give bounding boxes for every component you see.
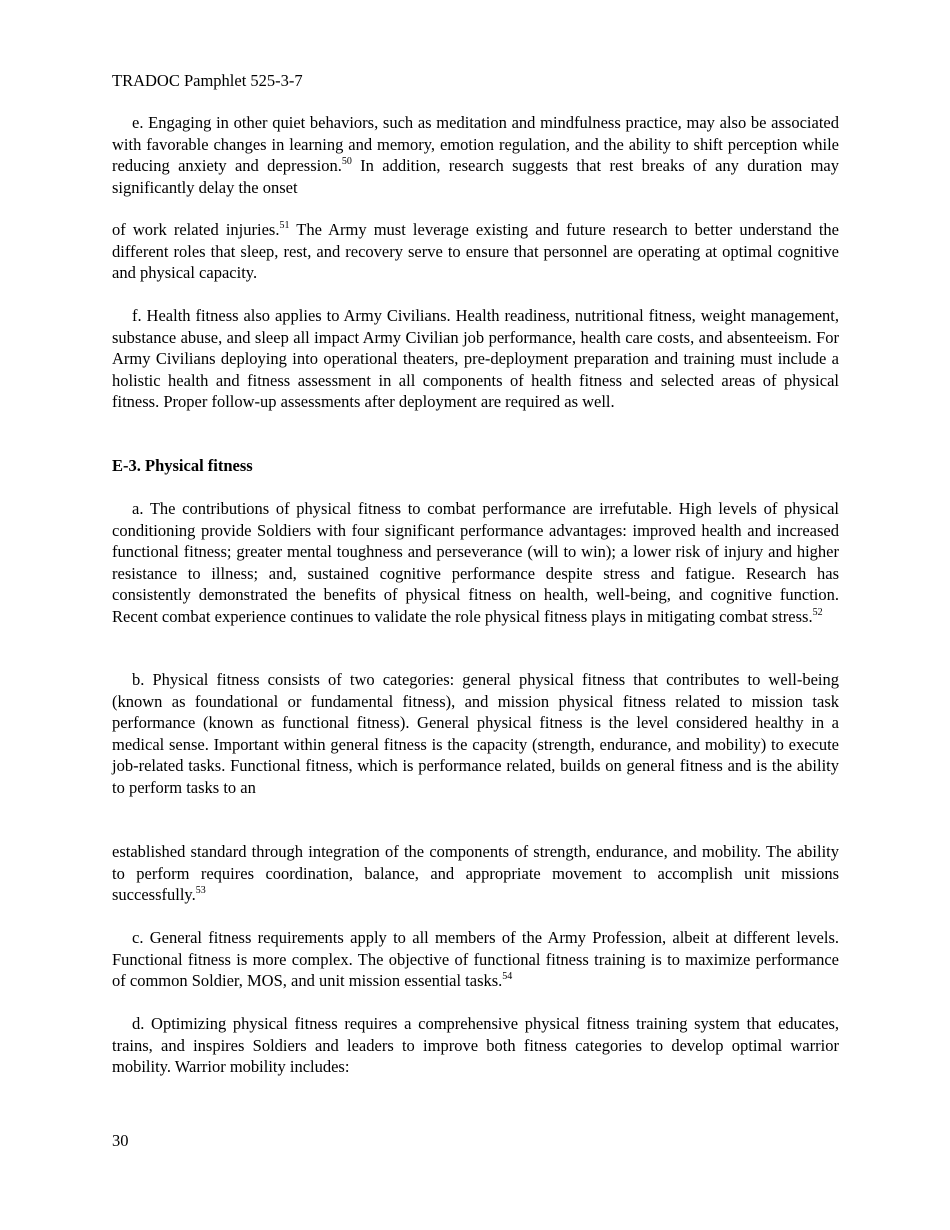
paragraph-e-continued: of work related injuries.$^{51}$ The Army must leverage existing and future research to better understand the different roles that sleep, rest, and recovery serve to ensure that personnel are operating at optimal cognitive and physical capacity. xyxy=(112,220,839,282)
paragraph-b-continued: established standard through integration of the components of strength, endurance, and mobility. The ability to perform requires coordination, balance, and appropriate movement to accomplish unit missions successfully.$^{53}$ xyxy=(112,842,839,904)
footnote-ref-54[interactable]: 54 xyxy=(502,971,513,982)
footnote-ref-52[interactable]: 52 xyxy=(812,606,823,618)
page-number: 30 xyxy=(112,1131,129,1150)
section-heading: E-3. Physical fitness xyxy=(112,456,253,475)
paragraph-e: e. Engaging in other quiet behaviors, such as meditation and mindfulness practice, may also be associated with favorable changes in learning and memory, emotion regulation, and the ability to shift perception while reducing anxiety and depression.$^{50}$ In addition, research suggests that rest breaks of any duration may significantly delay the onset xyxy=(112,113,840,197)
footnote-ref-53[interactable]: 53 xyxy=(195,885,206,896)
paragraph-c: c. General fitness requirements apply to all members of the Army Profession, albeit at different levels. Functional fitness is more complex. The objective of functional fitness training is to maximize performance of common Soldier, MOS, and unit mission essential tasks.$^{54}$ xyxy=(112,928,839,990)
footnote-ref-51[interactable]: 51 xyxy=(279,220,290,231)
paragraph-b: b. Physical fitness consists of two categories: general physical fitness that contributes to well-being (known as foundational or fundamental fitness), and mission physical fitness related to mission task performance (known as functional fitness). General physical fitness is the level considered healthy in a medical sense. Important within general fitness is the capacity (strength, endurance, and mobility) to execute job-related tasks. Functional fitness, which is performance related, builds on general fitness and is the ability to perform tasks to an xyxy=(112,670,839,797)
paragraph-d: d. Optimizing physical fitness requires a comprehensive physical fitness training system that educates, trains, and inspires Soldiers and leaders to improve both fitness categories to develop optimal warrior mobility. Warrior mobility includes: xyxy=(112,1014,839,1076)
paragraph-f: f. Health fitness also applies to Army Civilians. Health readiness, nutritional fitness, weight management, substance abuse, and sleep all impact Army Civilian job performance, health care costs, and absenteeism. For Army Civilians deploying into operational theaters, pre-deployment preparation and training must include a holistic health and fitness assessment in all components of health fitness and selected areas of physical fitness. Proper follow-up assessments after deployment are required as well. xyxy=(112,306,839,411)
footnote-ref-50[interactable]: 50 xyxy=(341,156,352,167)
paragraph-a: a. The contributions of physical fitness to combat performance are irrefutable. High levels of physical conditioning provide Soldiers with four significant performance advantages: improved health and increased functional fitness; greater mental toughness and perseverance (will to win); a lower risk of injury and higher resistance to illness; and, sustained cognitive performance despite stress and fatigue. Research has consistently demonstrated the benefits of physical fitness on health, well-being, and cognitive function. Recent combat experience continues to validate the role physical fitness plays in mitigating combat stress.$^{52}$ xyxy=(112,499,839,626)
page-header: TRADOC Pamphlet 525-3-7 xyxy=(112,71,303,90)
